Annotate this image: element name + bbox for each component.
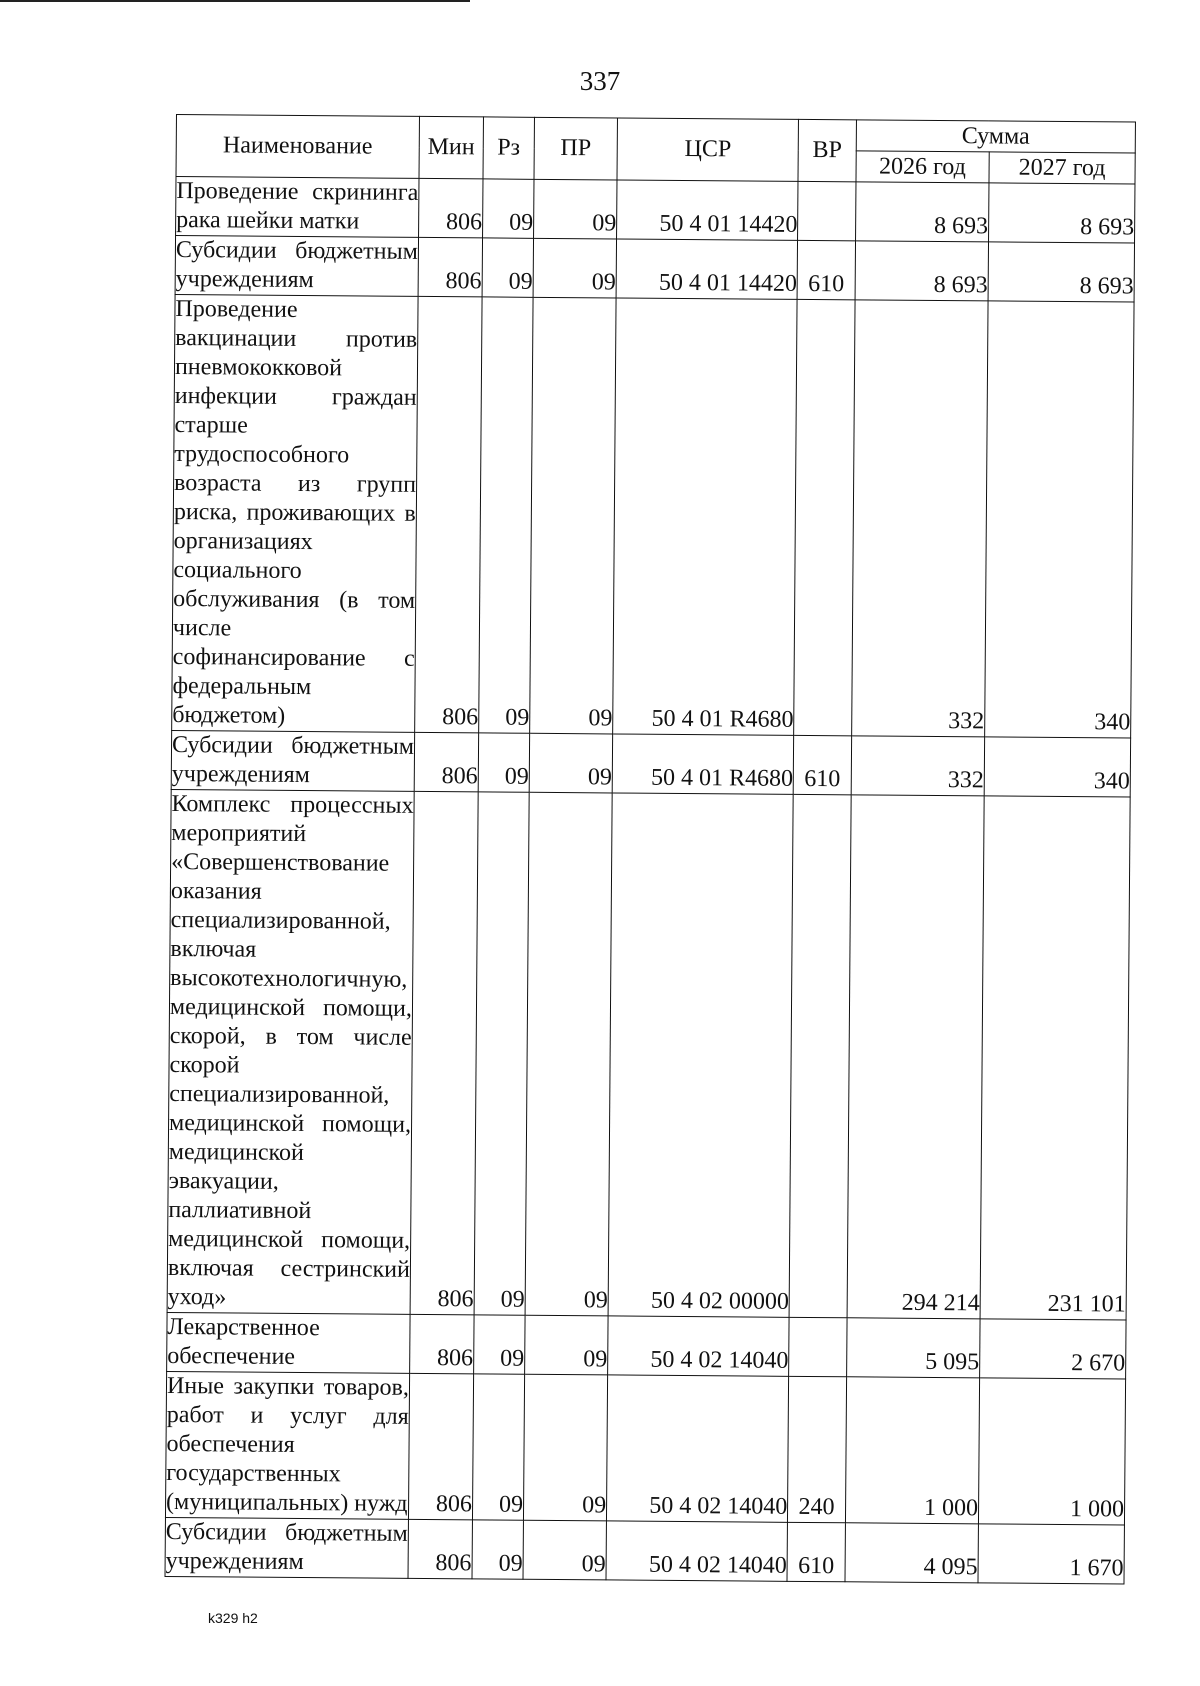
row-vr [789,1317,847,1376]
row-rz: 09 [474,792,529,1315]
row-pr: 09 [533,238,617,298]
row-min: 806 [414,732,478,792]
row-pr: 09 [525,1315,609,1375]
row-sum-2026: 332 [851,736,985,796]
row-pr: 09 [534,179,618,239]
budget-table-container [164,114,1136,1593]
row-name: Комплекс процессных мероприятий «Совершенствование оказания специализированной, включая высокотехнологичную, медицинской помощи, скорой, в том числе скорой специализированной, медицинской помощи, медицинской эвакуации, паллиативной медицинской помощи, включая сестринский уход» [167,789,414,1314]
header-sum: Сумма [856,120,1135,153]
row-sum-2026: 8 693 [855,241,989,301]
table-row [171,730,1130,797]
row-sum-2026: 8 693 [855,182,989,242]
row-min: 806 [418,237,482,297]
row-csr: 50 4 01 14420 [616,239,798,299]
row-name: Лекарственное обеспечение [167,1312,410,1373]
table-row [176,177,1135,244]
row-csr: 50 4 02 14040 [607,1375,789,1522]
row-rz: 09 [479,297,534,733]
row-sum-2027: 2 670 [980,1319,1126,1379]
row-sum-2026: 332 [851,300,988,737]
row-vr: 610 [797,240,855,299]
row-vr: 610 [787,1522,845,1581]
row-name: Проведение скрининга рака шейки матки [176,177,419,238]
row-sum-2026: 5 095 [846,1318,980,1378]
row-rz: 09 [472,1374,524,1520]
row-sum-2026: 4 095 [845,1523,979,1583]
row-csr: 50 4 02 00000 [608,793,793,1317]
row-csr: 50 4 01 R4680 [613,298,798,735]
table-row [172,294,1134,738]
row-min: 806 [418,178,482,238]
row-sum-2026: 1 000 [845,1377,979,1524]
table-row [175,236,1134,303]
budget-table [165,114,1136,1584]
row-name: Субсидии бюджетным учреждениям [175,236,418,297]
row-name: Иные закупки товаров, работ и услуг для обеспечения государственных (муниципальных) нужд [165,1371,409,1519]
header-pr: ПР [534,117,618,180]
row-csr: 50 4 02 14040 [608,1316,790,1376]
table-row [167,789,1130,1320]
table-row [167,1312,1126,1379]
header-name: Наименование [176,115,419,179]
row-vr: 610 [793,735,851,794]
header-vr: ВР [798,119,856,181]
row-vr [789,794,851,1317]
table-row [165,1517,1124,1584]
row-sum-2027: 8 693 [988,183,1134,243]
row-vr [794,299,855,735]
row-sum-2027: 231 101 [980,796,1130,1320]
header-year-2027: 2027 год [989,152,1135,184]
row-rz: 09 [482,179,534,238]
row-name: Субсидии бюджетным учреждениям [165,1517,408,1578]
row-csr: 50 4 01 R4680 [612,734,794,794]
row-csr: 50 4 01 14420 [617,180,799,240]
row-min: 806 [410,1314,474,1374]
row-vr: 240 [788,1376,847,1522]
row-pr: 09 [530,297,617,734]
row-min: 806 [410,791,478,1314]
row-pr: 09 [523,1520,607,1580]
row-rz: 09 [482,238,534,297]
row-rz: 09 [472,1520,524,1579]
row-sum-2027: 1 670 [978,1524,1124,1584]
row-pr: 09 [523,1374,607,1521]
row-rz: 09 [473,1315,525,1374]
table-row [165,1371,1125,1525]
row-name: Проведение вакцинации против пневмококковой инфекции граждан старше трудоспособного возраста из групп риска, проживающих в организациях социального обслуживания (в том числе софинансирование с федеральным бюджетом) [172,294,418,732]
row-sum-2026: 294 214 [847,795,984,1319]
table-header [176,115,1135,185]
row-sum-2027: 8 693 [988,242,1134,302]
row-csr: 50 4 02 14040 [606,1521,788,1581]
top-rule [0,0,470,2]
header-rz: Рз [483,117,535,179]
row-sum-2027: 1 000 [978,1378,1125,1525]
row-rz: 09 [478,733,530,792]
row-pr: 09 [525,792,612,1316]
page-number: 337 [579,66,621,96]
row-vr [798,181,856,240]
footer-code: k329 h2 [208,1610,258,1626]
header-csr: ЦСР [617,118,799,181]
row-min: 806 [408,1373,473,1519]
row-min: 806 [415,296,482,732]
header-min: Мин [419,116,483,179]
header-year-2026: 2026 год [856,151,989,183]
row-pr: 09 [529,733,613,793]
row-sum-2027: 340 [985,301,1134,738]
row-sum-2027: 340 [984,737,1130,797]
row-min: 806 [408,1519,472,1579]
row-name: Субсидии бюджетным учреждениям [171,730,414,791]
